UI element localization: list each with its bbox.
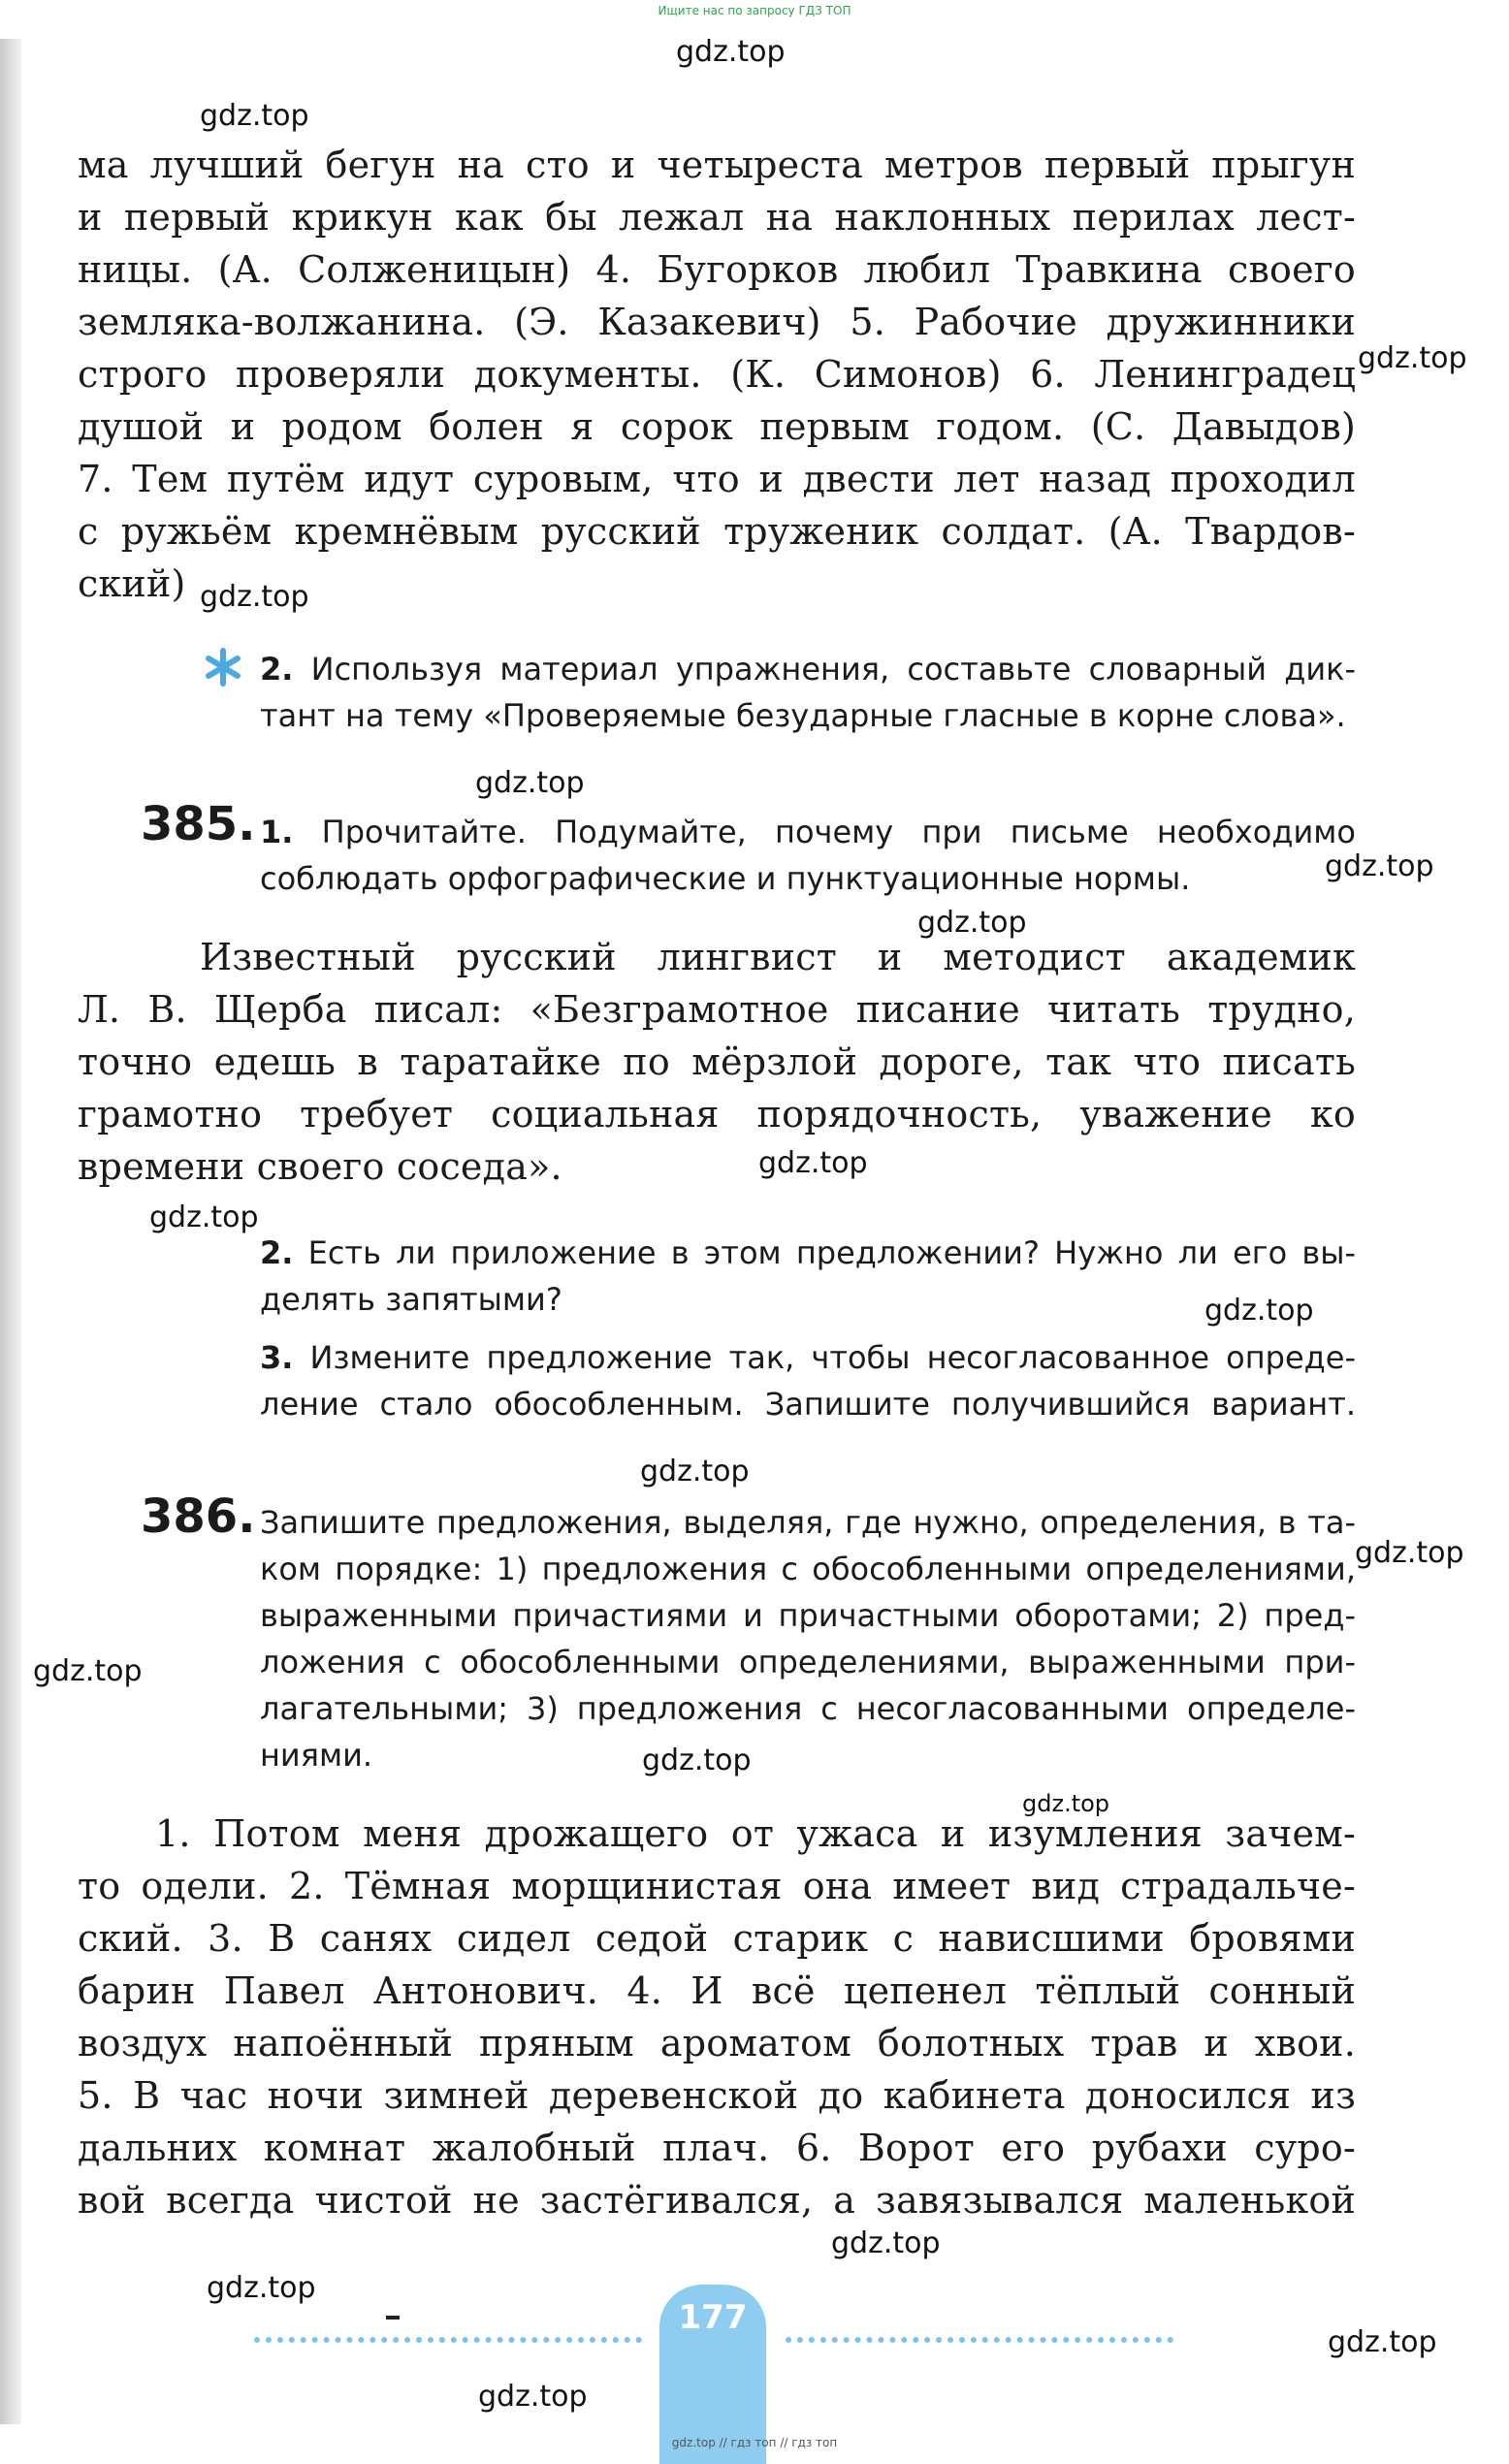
task-line: соблюдать орфографические и пунктуационные нормы. [260,860,1191,897]
task-text: Прочитайте. Подумайте, почему при письме необходимо [321,814,1357,850]
task-line: ление стало обособленным. Запишите получившийся вариант. [260,1386,1356,1423]
task-line: ложения с обособленными определениями, выраженными при- [260,1644,1356,1680]
watermark: gdz.top [149,1200,259,1234]
watermark: gdz.top [1325,849,1434,883]
exercise-number-386: 386. [141,1489,256,1544]
watermark: gdz.top [831,2226,941,2260]
task-number: 2. [260,651,294,688]
scan-shadow [0,39,21,2424]
exercise-number-385: 385. [141,797,256,851]
watermark: gdz.top [207,2271,316,2305]
task-number: 3. [260,1339,294,1376]
asterisk-star-icon [204,648,242,687]
text-line [78,1808,1356,1860]
task-line [260,1334,1356,1381]
task-line [260,809,1356,855]
task-number: 1. [260,814,294,850]
task-number: 2. [260,1234,294,1271]
text-line: 5. В час ночи зимней деревенской до кабинета доносился из [78,2074,1356,2117]
watermark: gdz.top [33,1654,143,1688]
task-line: выраженными причастиями и причастными оборотами; 2) пред- [260,1597,1356,1634]
text-line [78,931,1356,983]
watermark: gdz.top [1328,2325,1437,2359]
text-line: то одели. 2. Тёмная морщинистая она имеет вид страдальче- [78,1865,1356,1907]
watermark: gdz.top [640,1455,750,1488]
text-line: 7. Тем путём идут суровым, что и двести лет назад проходил [78,458,1356,500]
watermark: gdz.top [1355,1536,1464,1570]
text-line: Л. В. Щерба писал: «Безграмотное писание читать трудно, [78,988,1356,1031]
watermark: gdz.top [642,1744,752,1777]
bottom-banner: gdz.top // гдз топ // гдз топ [671,2436,838,2449]
watermark: gdz.top [475,766,585,800]
text-line: барин Павел Антонович. 4. И всё цепенел тёплый сонный [78,1969,1356,2012]
watermark: gdz.top [917,906,1027,940]
footer-dotted-line-right [786,2337,1173,2343]
page-number: 177 [678,2298,748,2337]
text-line: грамотно требует социальная порядочность, уважение ко [78,1093,1356,1136]
text-line: вой всегда чистой не застёгивался, а завязывался маленькой [78,2179,1356,2222]
text-line: ницы. (А. Солженицын) 4. Бугорков любил Травкина своего [78,248,1356,291]
top-banner: Ищите нас по запросу ГДЗ ТОП [658,4,851,17]
text-line: строго проверяли документы. (К. Симонов) 6. Ленинградец [78,353,1356,396]
decorative-dash [386,2316,400,2320]
text-line: дальних комнат жалобный плач. 6. Ворот его рубахи суро- [78,2127,1356,2169]
text-line: душой и родом болен я сорок первым годом. (С. Давыдов) [78,405,1356,448]
watermark: gdz.top [1358,341,1467,375]
task-line [260,1230,1356,1276]
text-span: Известный русский лингвист и методист академик [200,936,1356,978]
footer-dotted-line-left [254,2337,642,2343]
task-2-line [260,646,1356,692]
watermark: gdz.top [758,1146,868,1180]
watermark: gdz.top [200,580,309,614]
task-line: лагательными; 3) предложения с несогласованными определе- [260,1690,1356,1727]
watermark: gdz.top [1204,1294,1314,1328]
text-line: ский. 3. В санях сидел седой старик с нависшими бровями [78,1917,1356,1960]
task-line: делять запятыми? [260,1281,562,1318]
text-span: 1. Потом меня дрожащего от ужаса и изумления зачем- [155,1812,1356,1855]
task-text: Есть ли приложение в этом предложении? Нужно ли его вы- [307,1234,1357,1271]
task-line: Запишите предложения, выделяя, где нужно, определения, в та- [260,1504,1356,1541]
watermark: gdz.top [478,2380,588,2414]
watermark: gdz.top [1022,1790,1110,1817]
task-2-line: тант на тему «Проверяемые безударные гласные в корне слова». [260,697,1346,734]
text-line: воздух напоённый пряным ароматом болотных трав и хвои. [78,2022,1356,2064]
text-line: точно едешь в таратайке по мёрзлой дороге, так что писать [78,1040,1356,1083]
task-text: Измените предложение так, чтобы несогласованное опреде- [309,1339,1357,1376]
task-line: ком порядке: 1) предложения с обособленными определениями, [260,1551,1356,1587]
text-line: и первый крикун как бы лежал на наклонных перилах лест- [78,196,1356,239]
task-text: Используя материал упражнения, составьте словарный дик- [310,651,1357,688]
task-line: ниями. [260,1737,373,1774]
watermark: gdz.top [676,35,786,69]
text-line: земляка-волжанина. (Э. Казакевич) 5. Рабочие дружинники [78,301,1356,343]
text-line: с ружьём кремнёвым русский труженик солдат. (А. Твардов- [78,510,1356,553]
text-line: ский) [78,562,186,605]
text-line: ма лучший бегун на сто и четыреста метров первый прыгун [78,144,1356,186]
watermark: gdz.top [200,99,309,133]
text-line: времени своего соседа». [78,1145,562,1188]
